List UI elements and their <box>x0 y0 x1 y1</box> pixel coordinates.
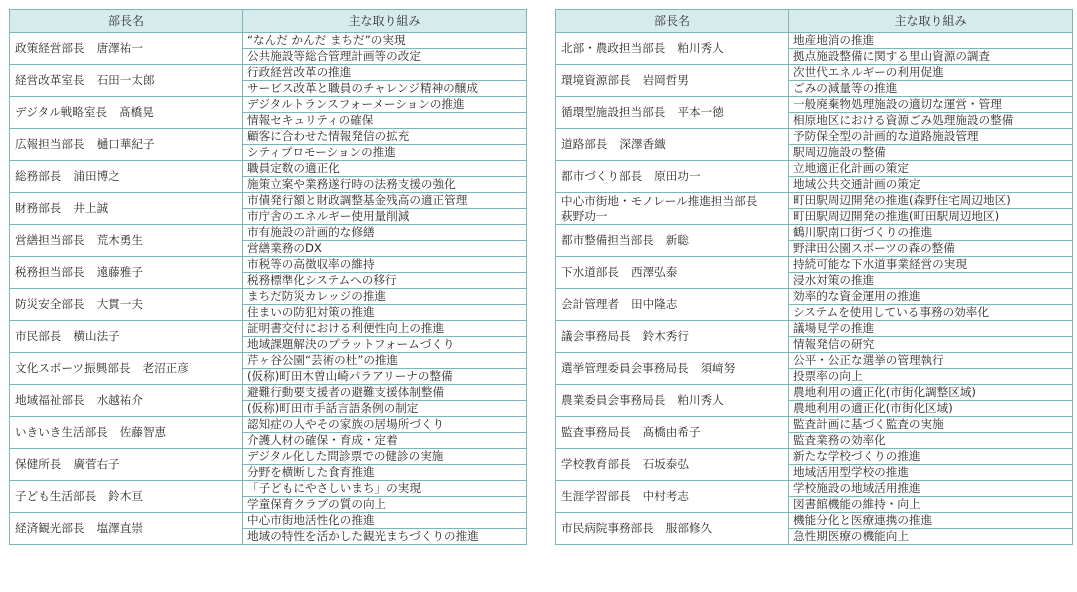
initiative-cell: 芹ヶ谷公園“芸術の杜”の推進 <box>243 353 527 369</box>
director-name: 荒木勇生 <box>96 233 143 247</box>
director-title: 循環型施設担当部長 <box>561 105 666 119</box>
director-title: 子ども生活部長 <box>15 489 97 503</box>
table-row <box>556 289 1073 305</box>
director-cell <box>556 353 789 385</box>
director-name: 中村考志 <box>642 489 689 503</box>
director-name: 石坂泰弘 <box>642 457 689 471</box>
initiative-cell: 情報セキュリティの確保 <box>243 113 527 129</box>
table-row <box>10 321 527 337</box>
initiative-cell: (仮称)町田市手話言語条例の制定 <box>243 401 527 417</box>
table-row <box>556 33 1073 49</box>
table-row <box>556 321 1073 337</box>
director-name: 原田功一 <box>654 169 701 183</box>
initiative-cell: デジタルトランスフォーメーションの推進 <box>243 97 527 113</box>
table-row <box>556 257 1073 273</box>
director-title: 保健所長 <box>15 457 62 471</box>
director-name: 服部修久 <box>665 521 713 535</box>
initiative-column-header: 主な取り組み <box>243 10 527 33</box>
director-title: 監査事務局長 <box>561 425 631 439</box>
director-title: 財務部長 <box>15 201 62 215</box>
initiative-cell: 農地利用の適正化(市街化区域) <box>789 401 1073 417</box>
initiative-cell: 投票率の向上 <box>789 369 1073 385</box>
director-title: 営繕担当部長 <box>15 233 85 247</box>
director-cell <box>556 65 789 97</box>
director-name: 横山法子 <box>73 329 120 343</box>
director-name: 樋口華紀子 <box>96 137 155 151</box>
director-cell <box>10 161 243 193</box>
initiative-cell: システムを使用している事務の効率化 <box>789 305 1073 321</box>
director-cell <box>10 65 243 97</box>
table-row <box>10 449 527 465</box>
initiative-cell: 学校施設の地域活用推進 <box>789 481 1073 497</box>
initiative-cell: 市債発行額と財政調整基金残高の適正管理 <box>243 193 527 209</box>
table-row <box>10 417 527 433</box>
initiative-cell: 顧客に合わせた情報発信の拡充 <box>243 129 527 145</box>
table-row <box>10 33 527 49</box>
director-title: 会計管理者 <box>561 297 619 311</box>
initiative-cell: 一般廃棄物処理施設の適切な運営・管理 <box>789 97 1073 113</box>
director-title: デジタル戦略室長 <box>15 105 108 119</box>
initiative-cell: 施策立案や業務遂行時の法務支援の強化 <box>243 177 527 193</box>
director-cell <box>10 321 243 353</box>
left-table-body <box>10 33 527 545</box>
table-row <box>10 481 527 497</box>
director-title: 地域福祉部長 <box>15 393 85 407</box>
initiative-cell: 税務標準化システムへの移行 <box>243 273 527 289</box>
table-row <box>10 289 527 305</box>
director-cell <box>10 193 243 225</box>
initiative-cell: 図書館機能の維持・向上 <box>789 497 1073 513</box>
table-row <box>556 225 1073 241</box>
initiative-cell: 駅周辺施設の整備 <box>789 145 1073 161</box>
left-directors-table <box>9 9 527 545</box>
initiative-cell: 証明書交付における利便性向上の推進 <box>243 321 527 337</box>
director-name: 井上誠 <box>73 201 109 215</box>
initiative-cell: 立地適正化計画の策定 <box>789 161 1073 177</box>
director-name: 塩澤直崇 <box>96 521 143 535</box>
initiative-cell: 営繕業務のDX <box>243 241 527 257</box>
initiative-cell: 認知症の人やその家族の居場所づくり <box>243 417 527 433</box>
initiative-cell: 公平・公正な選挙の管理執行 <box>789 353 1073 369</box>
table-row <box>10 225 527 241</box>
initiative-cell: “なんだ かんだ まちだ”の実現 <box>243 33 527 49</box>
director-title: 道路部長 <box>561 137 608 151</box>
table-row <box>556 97 1073 113</box>
initiative-cell: 急性期医療の機能向上 <box>789 529 1073 545</box>
director-title: 議会事務局長 <box>561 329 631 343</box>
director-name: 唐澤祐一 <box>96 41 143 55</box>
initiative-cell: 介護人材の確保・育成・定着 <box>243 433 527 449</box>
director-name: 廣菅右子 <box>73 457 120 471</box>
initiative-cell: 中心市街地活性化の推進 <box>243 513 527 529</box>
director-title: 経済観光部長 <box>15 521 85 535</box>
right-table-body <box>556 33 1073 545</box>
right-directors-table <box>555 9 1073 545</box>
table-row <box>10 65 527 81</box>
director-title: 政策経営部長 <box>15 41 85 55</box>
initiative-cell: 市有施設の計画的な修繕 <box>243 225 527 241</box>
director-title: 学校教育部長 <box>561 457 631 471</box>
director-cell <box>556 257 789 289</box>
director-name: 萩野功一 <box>561 208 608 223</box>
initiative-cell: 「子どもにやさしいまち」の実現 <box>243 481 527 497</box>
director-cell <box>10 97 243 129</box>
director-cell <box>556 449 789 481</box>
director-name: 粕川秀人 <box>677 393 724 407</box>
director-cell <box>556 193 789 225</box>
initiative-cell: 住まいの防犯対策の推進 <box>243 305 527 321</box>
director-name: 髙橋由希子 <box>642 425 701 439</box>
director-cell <box>556 161 789 193</box>
director-title: 都市づくり部長 <box>561 169 643 183</box>
director-name: 粕川秀人 <box>677 41 724 55</box>
initiative-cell: 町田駅周辺開発の推進(森野住宅周辺地区) <box>789 193 1073 209</box>
table-row <box>10 513 527 529</box>
director-name: 浦田博之 <box>73 169 120 183</box>
director-title: 北部・農政担当部長 <box>561 41 666 55</box>
initiative-cell: 地域の特性を活かした観光まちづくりの推進 <box>243 529 527 545</box>
director-name: 西澤弘泰 <box>630 265 678 279</box>
director-name: 石田一太郎 <box>96 73 155 87</box>
initiative-cell: ごみの減量等の推進 <box>789 81 1073 97</box>
director-cell <box>10 513 243 545</box>
director-cell <box>10 225 243 257</box>
initiative-cell: 学童保育クラブの質の向上 <box>243 497 527 513</box>
director-name: 岩岡哲男 <box>642 73 689 87</box>
initiative-cell: 拠点施設整備に関する里山資源の調査 <box>789 49 1073 65</box>
director-cell <box>10 129 243 161</box>
initiative-column-header: 主な取り組み <box>789 10 1073 33</box>
table-row <box>556 65 1073 81</box>
initiative-cell: シティプロモーションの推進 <box>243 145 527 161</box>
initiative-cell: 地域課題解決のプラットフォームづくり <box>243 337 527 353</box>
director-title: 農業委員会事務局長 <box>561 393 666 407</box>
director-name: 新聡 <box>665 233 689 247</box>
director-name: 深澤香織 <box>619 137 666 151</box>
director-title: 文化スポーツ振興部長 <box>15 361 131 375</box>
director-column-header: 部長名 <box>10 10 243 33</box>
initiative-cell: 地域公共交通計画の策定 <box>789 177 1073 193</box>
initiative-cell: 監査業務の効率化 <box>789 433 1073 449</box>
table-row <box>556 129 1073 145</box>
table-row <box>556 449 1073 465</box>
initiative-cell: 議場見学の推進 <box>789 321 1073 337</box>
director-title: 総務部長 <box>15 169 62 183</box>
table-row <box>10 385 527 401</box>
director-cell <box>556 417 789 449</box>
director-column-header: 部長名 <box>556 10 789 33</box>
table-row <box>10 193 527 209</box>
director-cell <box>10 33 243 65</box>
table-row <box>556 193 1073 209</box>
director-name: 大貫一夫 <box>96 297 143 311</box>
director-cell <box>10 385 243 417</box>
table-row <box>10 129 527 145</box>
director-cell <box>556 289 789 321</box>
initiative-cell: 浸水対策の推進 <box>789 273 1073 289</box>
table-row <box>10 97 527 113</box>
initiative-cell: 野津田公園スポーツの森の整備 <box>789 241 1073 257</box>
initiative-cell: 農地利用の適正化(市街化調整区域) <box>789 385 1073 401</box>
initiative-cell: 行政経営改革の推進 <box>243 65 527 81</box>
initiative-cell: 市税等の高徴収率の維持 <box>243 257 527 273</box>
director-cell <box>556 385 789 417</box>
director-title: 環境資源部長 <box>561 73 631 87</box>
table-row <box>10 161 527 177</box>
table-row <box>10 353 527 369</box>
director-name: 老沼正彦 <box>142 361 189 375</box>
director-cell <box>556 33 789 65</box>
director-title: 市民部長 <box>15 329 62 343</box>
director-cell <box>10 481 243 513</box>
director-cell <box>556 513 789 545</box>
initiative-cell: (仮称)町田木曽山崎パラアリーナの整備 <box>243 369 527 385</box>
director-name: 佐藤智恵 <box>119 425 167 439</box>
director-cell <box>556 321 789 353</box>
initiative-cell: 職員定数の適正化 <box>243 161 527 177</box>
director-name: 水越祐介 <box>96 393 143 407</box>
director-title: いきいき生活部長 <box>15 425 108 439</box>
director-title: 生涯学習部長 <box>561 489 631 503</box>
table-row <box>556 353 1073 369</box>
initiative-cell: 公共施設等総合管理計画等の改定 <box>243 49 527 65</box>
director-cell <box>10 417 243 449</box>
table-row <box>556 161 1073 177</box>
director-cell <box>556 225 789 257</box>
initiative-cell: 持続可能な下水道事業経営の実現 <box>789 257 1073 273</box>
initiative-cell: 相原地区における資源ごみ処理施設の整備 <box>789 113 1073 129</box>
initiative-cell: 地域活用型学校の推進 <box>789 465 1073 481</box>
initiative-cell: 次世代エネルギーの利用促進 <box>789 65 1073 81</box>
initiative-cell: デジタル化した問診票での健診の実施 <box>243 449 527 465</box>
initiative-cell: サービス改革と職員のチャレンジ精神の醸成 <box>243 81 527 97</box>
director-name: 髙橋晃 <box>119 105 154 119</box>
initiative-cell: 避難行動要支援者の避難支援体制整備 <box>243 385 527 401</box>
initiative-cell: 分野を横断した食育推進 <box>243 465 527 481</box>
initiative-cell: 効率的な資金運用の推進 <box>789 289 1073 305</box>
director-title: 広報担当部長 <box>15 137 85 151</box>
initiative-cell: 監査計画に基づく監査の実施 <box>789 417 1073 433</box>
director-name: 鈴木亘 <box>108 489 143 503</box>
initiative-cell: 情報発信の研究 <box>789 337 1073 353</box>
director-title: 都市整備担当部長 <box>561 233 654 247</box>
director-cell <box>556 481 789 513</box>
director-title: 税務担当部長 <box>15 265 85 279</box>
initiative-cell: 地産地消の推進 <box>789 33 1073 49</box>
table-row <box>556 385 1073 401</box>
initiative-cell: 機能分化と医療連携の推進 <box>789 513 1073 529</box>
director-title: 中心市街地・モノレール推進担当部長 <box>561 193 758 208</box>
director-cell <box>10 257 243 289</box>
table-row <box>10 257 527 273</box>
table-row <box>556 481 1073 497</box>
director-name: 平本一徳 <box>677 105 724 119</box>
table-row <box>556 513 1073 529</box>
initiative-cell: 予防保全型の計画的な道路施設管理 <box>789 129 1073 145</box>
director-title: 下水道部長 <box>561 265 619 279</box>
director-cell <box>10 353 243 385</box>
initiative-cell: 新たな学校づくりの推進 <box>789 449 1073 465</box>
director-title: 選挙管理委員会事務局長 <box>561 361 689 375</box>
director-name: 田中隆志 <box>630 297 678 311</box>
director-title: 防災安全部長 <box>15 297 85 311</box>
director-name: 須﨑努 <box>700 361 736 375</box>
director-name: 遠藤雅子 <box>96 265 143 279</box>
director-cell <box>10 289 243 321</box>
initiative-cell: 鶴川駅南口街づくりの推進 <box>789 225 1073 241</box>
table-row <box>556 417 1073 433</box>
director-name: 鈴木秀行 <box>642 329 689 343</box>
initiative-cell: 市庁舎のエネルギー使用量削減 <box>243 209 527 225</box>
initiative-cell: まちだ防災カレッジの推進 <box>243 289 527 305</box>
director-title: 市民病院事務部長 <box>561 521 654 535</box>
director-cell <box>556 97 789 129</box>
director-title: 経営改革室長 <box>15 73 85 87</box>
director-cell <box>10 449 243 481</box>
initiative-cell: 町田駅周辺開発の推進(町田駅周辺地区) <box>789 209 1073 225</box>
director-cell <box>556 129 789 161</box>
